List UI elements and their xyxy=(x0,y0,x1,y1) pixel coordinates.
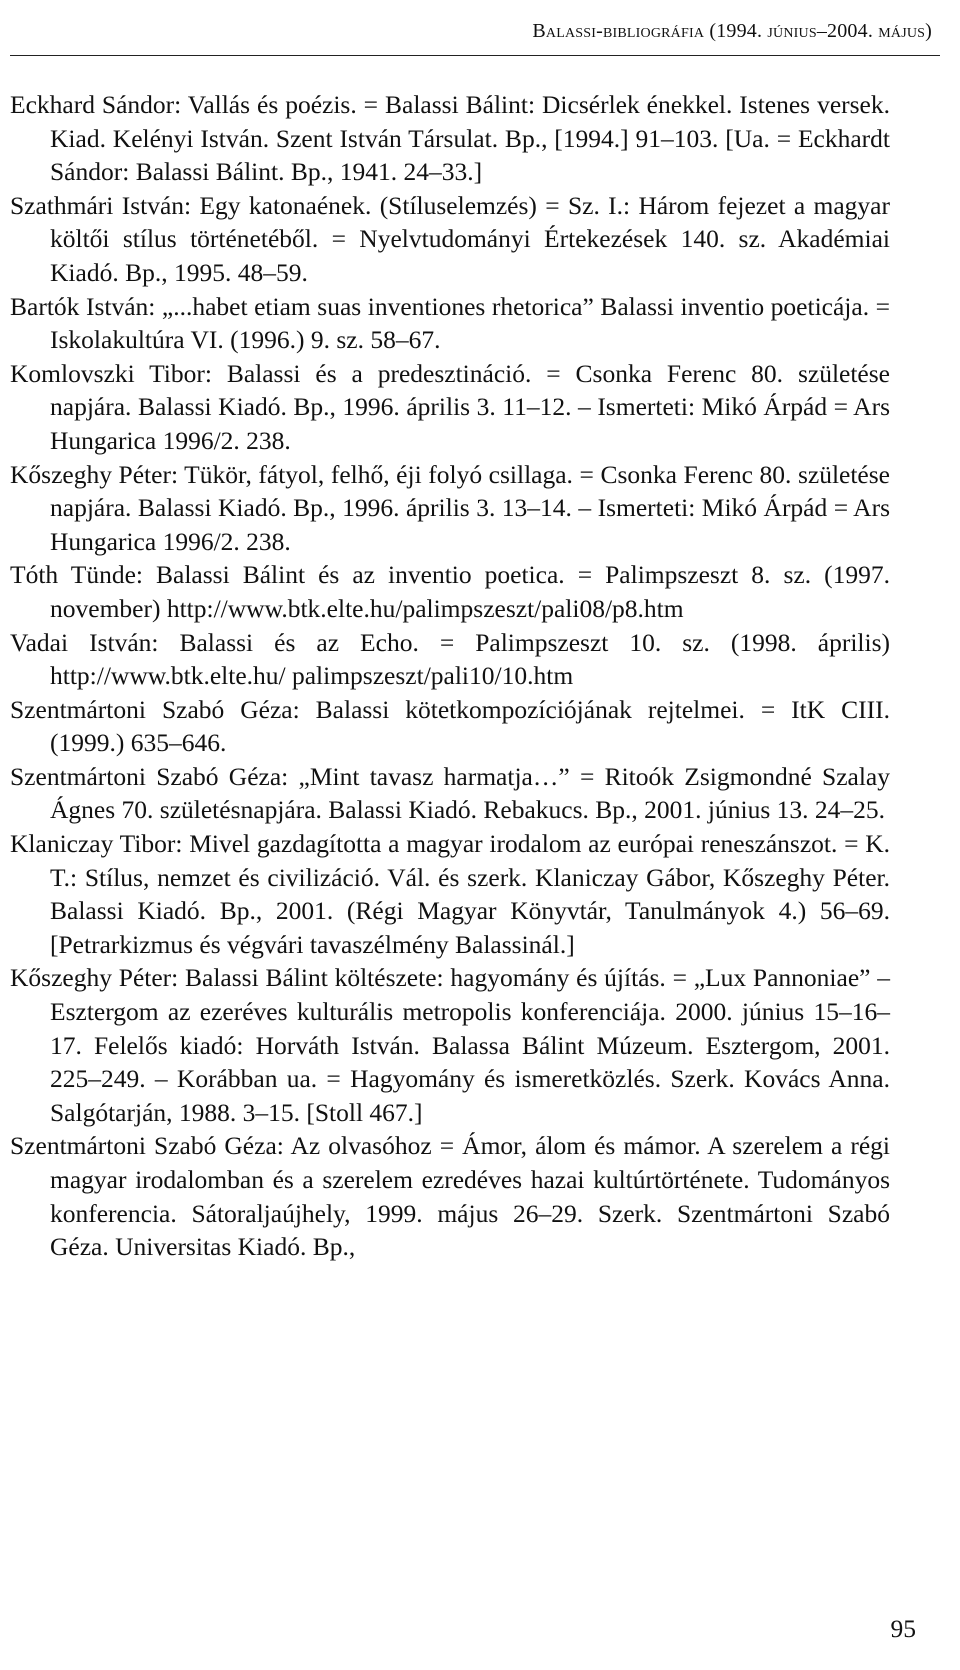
bibliography-entry: Eckhard Sándor: Vallás és poézis. = Balassi Bálint: Dicsérlek énekkel. Istenes versek. Kiad. Kelényi István. Szent István Társulat. Bp., [1994.] 91–103. [Ua. = Eckhardt Sándor: Balassi Bálint. Bp., 1941. 24–33.] xyxy=(10,90,890,187)
bibliography-entry: Szentmártoni Szabó Géza: Balassi kötetkompozíciójának rejtelmei. = ItK CIII. (1999.) 635–646. xyxy=(10,694,890,758)
bibliography-entry: Bartók István: „...habet etiam suas inventiones rhetorica” Balassi inventio poeticája. = Iskolakultúra VI. (1996.) 9. sz. 58–67. xyxy=(10,291,890,355)
bibliography-list xyxy=(10,88,890,1264)
running-head: Balassi-bibliográfia (1994. június–2004. május) xyxy=(532,20,932,42)
bibliography-entry: Szathmári István: Egy katonaének. (Stíluselemzés) = Sz. I.: Három fejezet a magyar költői stílus történetéből. = Nyelvtudományi Értekezések 140. sz. Akadémiai Kiadó. Bp., 1995. 48–59. xyxy=(10,190,890,287)
bibliography-entry: Kőszeghy Péter: Tükör, fátyol, felhő, éji folyó csillaga. = Csonka Ferenc 80. születése napjára. Balassi Kiadó. Bp., 1996. április 3. 13–14. – Ismerteti: Mikó Árpád = Ars Hungarica 1996/2. 238. xyxy=(10,459,890,556)
bibliography-entry: Tóth Tünde: Balassi Bálint és az inventio poetica. = Palimpszeszt 8. sz. (1997. november) http://www.btk.elte.hu/palimpszeszt/pali08/p8.htm xyxy=(10,560,890,623)
bibliography-entry: Kőszeghy Péter: Balassi Bálint költészete: hagyomány és újítás. = „Lux Pannoniae” – Esztergom az ezeréves kulturális metropolis konferenciája. 2000. június 15–16–17. Felelős kiadó: Horváth István. Balassa Bálint Múzeum. Esztergom, 2001. 225–249. – Korábban ua. = Hagyomány és ismeretközlés. Szerk. Kovács Anna. Salgótarján, 1988. 3–15. [Stoll 467.] xyxy=(10,963,890,1127)
bibliography-entry: Szentmártoni Szabó Géza: „Mint tavasz harmatja…” = Ritoók Zsigmondné Szalay Ágnes 70. születésnapjára. Balassi Kiadó. Rebakucs. Bp., 2001. június 13. 24–25. xyxy=(10,761,890,825)
header-rule xyxy=(10,55,940,56)
bibliography-entry: Szentmártoni Szabó Géza: Az olvasóhoz = Ámor, álom és mámor. A szerelem a régi magyar irodalomban és a szerelem ezredéves hazai kultúrtörténete. Tudományos konferencia. Sátoraljaújhely, 1999. május 26–29. Szerk. Szentmártoni Szabó Géza. Universitas Kiadó. Bp., xyxy=(10,1131,890,1262)
page-number: 95 xyxy=(890,1614,916,1643)
bibliography-entry: Klaniczay Tibor: Mivel gazdagította a magyar irodalom az európai reneszánszot. = K. T.: Stílus, nemzet és civilizáció. Vál. és szerk. Klaniczay Gábor, Kőszeghy Péter. Balassi Kiadó. Bp., 2001. (Régi Magyar Könyvtár, Tanulmányok 4.) 56–69. [Petrarkizmus és végvári tavaszélmény Balassinál.] xyxy=(10,829,890,959)
bibliography-entry: Vadai István: Balassi és az Echo. = Palimpszeszt 10. sz. (1998. április) http://www.btk.elte.hu/ palimpszeszt/pali10/10.htm xyxy=(10,627,890,691)
bibliography-entry: Komlovszki Tibor: Balassi és a predesztináció. = Csonka Ferenc 80. születése napjára. Balassi Kiadó. Bp., 1996. április 3. 11–12. – Ismerteti: Mikó Árpád = Ars Hungarica 1996/2. 238. xyxy=(10,358,890,455)
